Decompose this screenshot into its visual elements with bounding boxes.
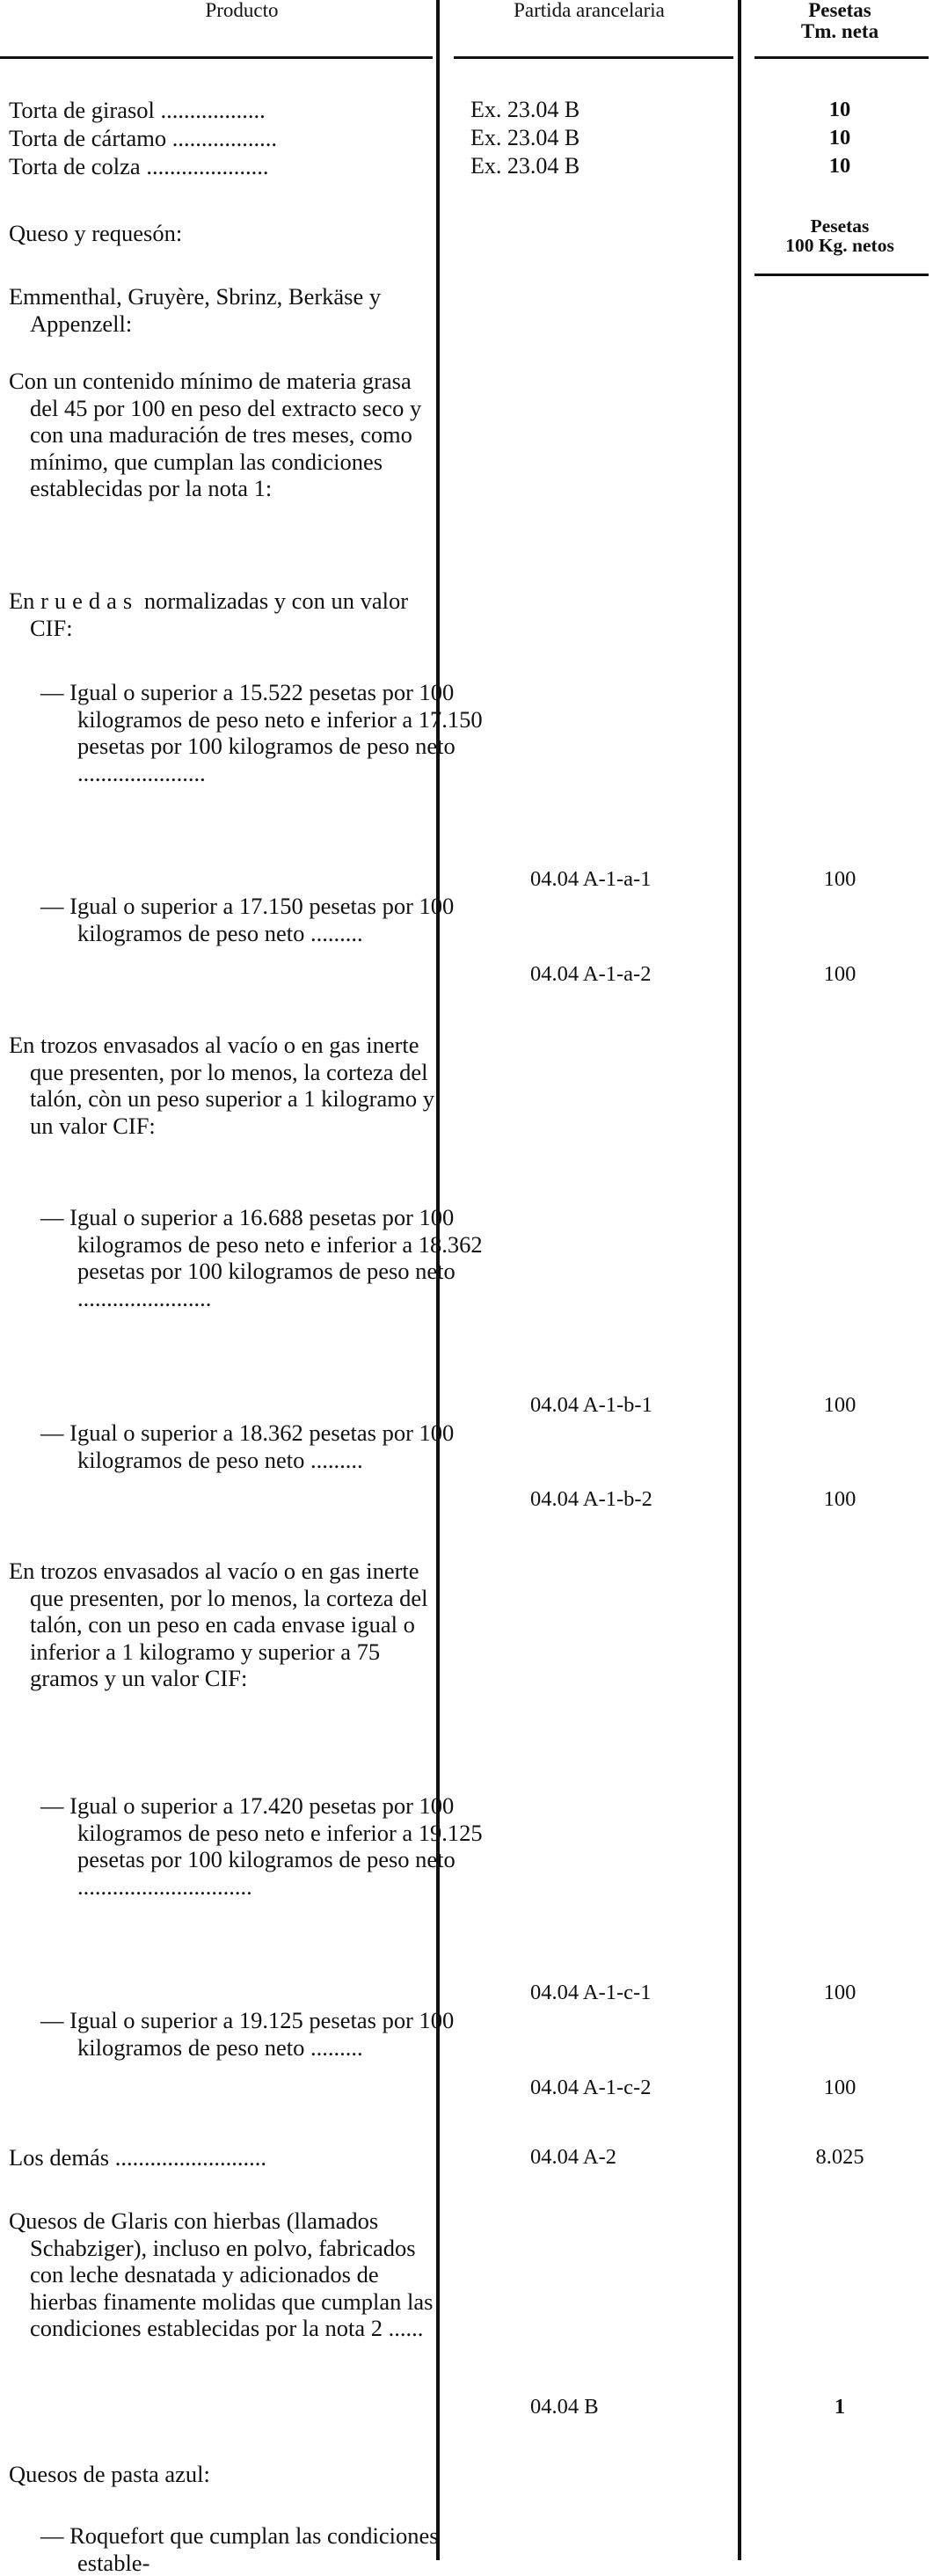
value-torta-cartamo: 10: [828, 126, 851, 150]
ruedas-spaced: ruedas: [40, 587, 139, 614]
ruedas-prefix: En: [9, 587, 35, 614]
value-torta-girasol: 10: [828, 98, 851, 121]
item-c1-value: 100: [823, 1981, 856, 2004]
header-rule-producto: [0, 56, 433, 59]
item-a1-value: 100: [823, 867, 856, 891]
item-a2-code: 04.04 A-1-a-2: [530, 962, 652, 986]
subheader-rule: [754, 274, 929, 276]
code-glaris: 04.04 B: [530, 2395, 599, 2419]
contenido-paragraph: Con un contenido mínimo de materia grasa del 45 por 100 en peso del extracto seco y con una maduración de tres meses, como mínimo, que cumplan las condiciones establecidas por la nota 1:: [9, 368, 422, 501]
row-torta-cartamo: Torta de cártamo ..................: [9, 125, 278, 151]
code-torta-cartamo: Ex. 23.04 B: [470, 125, 580, 150]
value-glaris: 1: [834, 2395, 846, 2419]
ruedas-suffix: normalizadas y con un valor CIF:: [30, 587, 409, 641]
trozos-2-paragraph: En trozos envasados al vacío o en gas inerte que presenten, por lo menos, la corteza del talón, con un peso en cada envase igual o inferior a 1 kilogramo y superior a 75 gramos y un valor CIF:: [9, 1558, 428, 1691]
trozos-1-paragraph: En trozos envasados al vacío o en gas inerte que presenten, por lo menos, la corteza del talón, còn un peso superior a 1 kilogramo y un valor CIF:: [9, 1032, 434, 1139]
row-los-demas: Los demás ..........................: [9, 2144, 266, 2171]
code-torta-colza: Ex. 23.04 B: [470, 153, 580, 179]
glaris-paragraph: Quesos de Glaris con hierbas (llamados Schabziger), incluso en polvo, fabricados con leche desnatada y adicionados de hierbas finamente molidas que cumplan las condiciones establecidas por la nota 2 ......: [9, 2207, 434, 2341]
item-c2-text: — Igual o superior a 19.125 pesetas por 100 kilogramos de peso neto .........: [40, 2007, 455, 2061]
queso-heading: Queso y requesón:: [9, 220, 183, 246]
item-a2-value: 100: [823, 962, 856, 986]
item-b2-text: — Igual o superior a 18.362 pesetas por 100 kilogramos de peso neto .........: [40, 1419, 455, 1473]
row-torta-girasol: Torta de girasol ..................: [9, 97, 266, 123]
subheader-pesetas-100kg: [758, 216, 922, 255]
roquefort-text: — Roquefort que cumplan las condiciones estable-: [40, 2522, 439, 2576]
header-pesetas: [754, 0, 925, 42]
item-c2-value: 100: [823, 2076, 856, 2099]
item-b1-text: — Igual o superior a 16.688 pesetas por 100 kilogramos de peso neto e inferior a 18.362 pesetas por 100 kilogramos de peso neto .......................: [40, 1204, 483, 1311]
column-divider-2: [738, 0, 741, 2560]
item-b1-value: 100: [823, 1393, 856, 1417]
header-pesetas-line1: Pesetas: [808, 0, 871, 21]
header-pesetas-line2: Tm. neta: [800, 20, 879, 42]
pasta-azul-heading: Quesos de pasta azul:: [9, 2461, 210, 2487]
header-partida: Partida arancelaria: [514, 0, 665, 21]
item-b2-value: 100: [823, 1487, 856, 1511]
item-c1-code: 04.04 A-1-c-1: [530, 1981, 652, 2004]
row-torta-colza: Torta de colza .....................: [9, 153, 269, 179]
header-producto: Producto: [205, 0, 279, 21]
value-los-demas: 8.025: [815, 2145, 864, 2169]
header-rule-pesetas: [754, 56, 929, 59]
item-b1-code: 04.04 A-1-b-1: [530, 1393, 652, 1417]
value-torta-colza: 10: [828, 154, 851, 178]
item-a1-code: 04.04 A-1-a-1: [530, 867, 652, 891]
item-c2-code: 04.04 A-1-c-2: [530, 2076, 652, 2099]
subheader-line1: Pesetas: [810, 215, 870, 237]
code-los-demas: 04.04 A-2: [530, 2145, 616, 2169]
item-c1-text: — Igual o superior a 17.420 pesetas por 100 kilogramos de peso neto e inferior a 19.125 pesetas por 100 kilogramos de peso neto ..............................: [40, 1792, 483, 1900]
code-torta-girasol: Ex. 23.04 B: [470, 97, 580, 122]
emmenthal-heading: Emmenthal, Gruyère, Sbrinz, Berkäse y Appenzell:: [9, 283, 382, 337]
subheader-line2: 100 Kg. netos: [785, 235, 894, 256]
item-a1-text: — Igual o superior a 15.522 pesetas por 100 kilogramos de peso neto e inferior a 17.150 pesetas por 100 kilogramos de peso neto ......................: [40, 679, 483, 786]
ruedas-heading: [9, 587, 443, 641]
item-a2-text: — Igual o superior a 17.150 pesetas por 100 kilogramos de peso neto .........: [40, 893, 455, 946]
item-b2-code: 04.04 A-1-b-2: [530, 1487, 652, 1511]
header-rule-partida: [454, 56, 733, 59]
